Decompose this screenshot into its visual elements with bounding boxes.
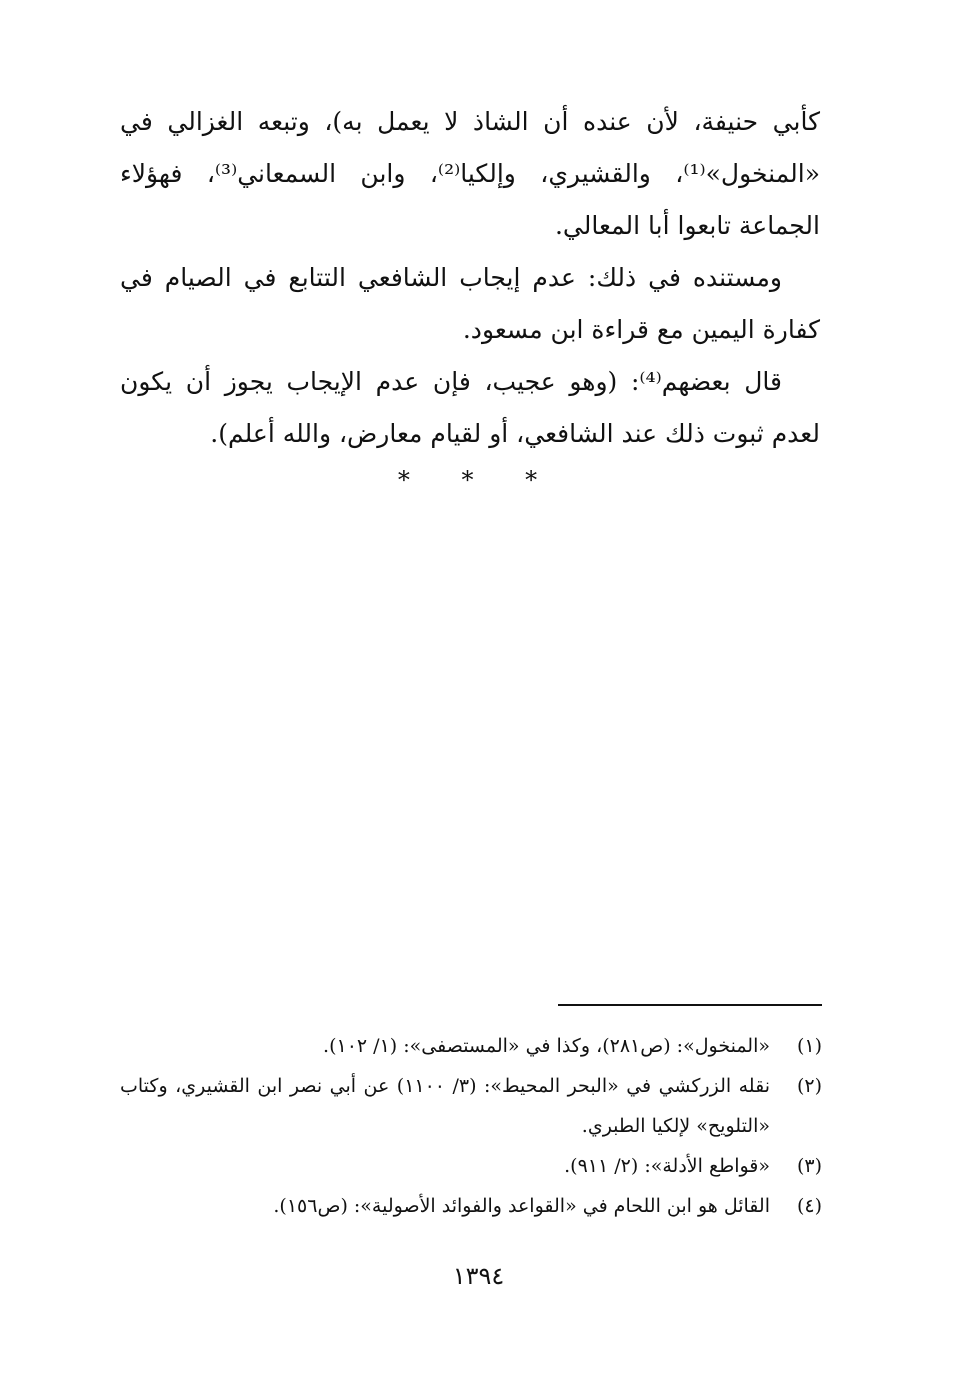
footnote-4 — [120, 1186, 822, 1226]
main-text — [120, 96, 820, 460]
footnote-separator-line — [558, 1004, 822, 1006]
footnote-number: (١) — [796, 1035, 822, 1057]
footnote-number: (٤) — [796, 1195, 822, 1217]
footnote-3 — [120, 1146, 822, 1186]
footnote-2 — [120, 1066, 822, 1146]
section-divider: * * * — [397, 466, 560, 494]
footnote-text: «قواطع الأدلة»: (٢/ ٩١١). — [564, 1155, 770, 1177]
footnote-number: (٢) — [796, 1075, 822, 1097]
page-number: ١٣٩٤ — [452, 1262, 505, 1290]
footnote-text: نقله الزركشي في «البحر المحيط»: (٣/ ١١٠٠) عن أبي نصر ابن القشيري، وكتاب «التلويح» لإلكيا الطبري. — [120, 1075, 770, 1137]
paragraph-1: كأبي حنيفة، لأن عنده أن الشاذ لا يعمل به)، وتبعه الغزالي في «المنخول»⁽¹⁾، والقشيري، وإلكيا⁽²⁾، وابن السمعاني⁽³⁾، فهؤلاء الجماعة تابعوا أبا المعالي. — [120, 107, 821, 240]
paragraph-2: ومستنده في ذلك: عدم إيجاب الشافعي التتابع في الصيام في كفارة اليمين مع قراءة ابن مسعود. — [120, 263, 820, 344]
footnote-text: القائل هو ابن اللحام في «القواعد والفوائد الأصولية»: (ص١٥٦). — [273, 1195, 770, 1217]
footnote-number: (٣) — [796, 1155, 822, 1177]
footnote-text: «المنخول»: (ص٢٨١)، وكذا في «المستصفى»: (١/ ١٠٢). — [323, 1035, 770, 1057]
paragraph-3: قال بعضهم⁽⁴⁾: (وهو عجيب، فإن عدم الإيجاب يجوز أن يكون لعدم ثبوت ذلك عند الشافعي، أو لقيام معارض، والله أعلم). — [120, 367, 820, 448]
footnote-1 — [120, 1026, 822, 1066]
footnotes — [120, 1026, 822, 1226]
